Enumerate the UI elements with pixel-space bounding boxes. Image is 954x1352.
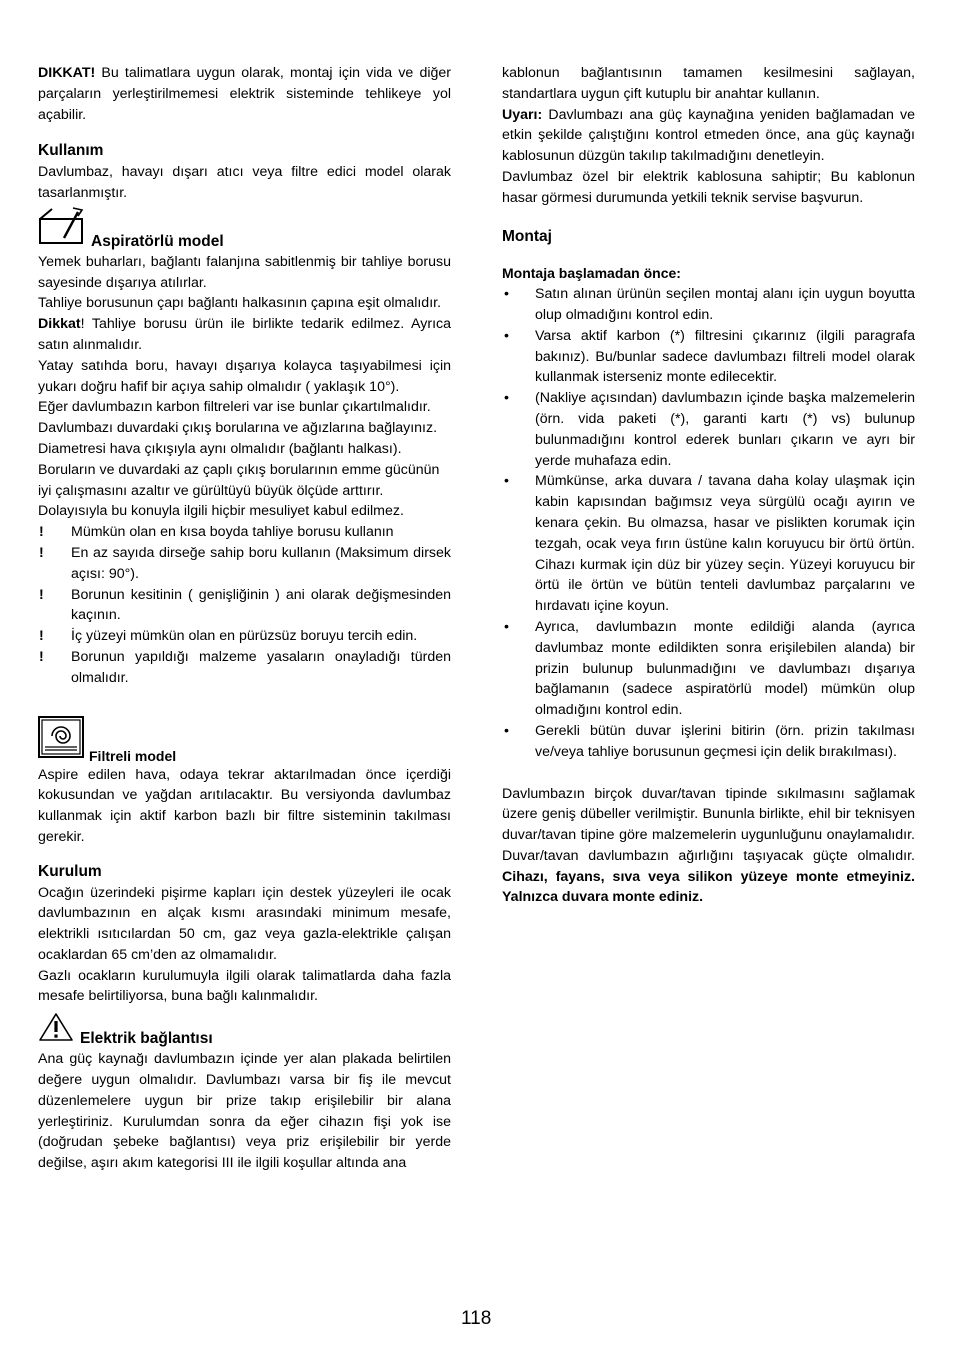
extraction-p5: Eğer davlumbazın karbon filtreleri var ise bunlar çıkartılmalıdır. bbox=[38, 399, 431, 416]
extraction-p3 bbox=[38, 314, 451, 356]
mounting-subheading: Montaja başlamadan önce: bbox=[502, 265, 681, 282]
extraction-p8: Dolayısıyla bu konuyla ilgili hiçbir mesuliyet kabul edilmez. bbox=[38, 503, 404, 520]
mounting-heading: Montaj bbox=[502, 227, 552, 245]
caution-text: Davlumbazı ana güç kaynağına yeniden bağlamadan ve etkin şekilde çalıştığını kontrol etmeden önce, ana güç kaynağı kablosunun düzgün takılıp takılmadığını denetleyin. bbox=[502, 106, 915, 165]
list-item: ! Borunun kesitinin ( genişliğinin ) ani olarak değişmesinden kaçının. bbox=[39, 586, 451, 624]
dowels-paragraph: Davlumbazın birçok duvar/tavan tipinde sıkılmasını sağlamak üzere geniş dübeller verilmiştir. Bununla birlikte, ehil bir teknisyen duvar/tavan tipine göre malzemelerin uygunluğunu onaylamalıdır. Duvar/tavan davlumbazın ağırlığını taşıyacak güçte olmalıdır. Cihazı, fayans, sıva veya silikon yüzeye monte etmeyiniz. Yalnızca duvara monte ediniz. bbox=[502, 785, 915, 906]
wall-mount-warning: Cihazı, fayans, sıva veya silikon yüzeye monte etmeyiniz. Yalnızca duvara monte ediniz. bbox=[502, 868, 915, 906]
list-item: ! İç yüzeyi mümkün olan en pürüzsüz boruyu tercih edin. bbox=[38, 626, 451, 647]
filter-heading-row bbox=[38, 723, 451, 765]
list-item: ! En az sayıda dirseğe sahip boru kullanın (Maksimum dirsek açısı: 90°). bbox=[39, 544, 451, 582]
mounting-checklist bbox=[502, 284, 915, 762]
bullet-icon: • bbox=[504, 390, 509, 407]
extraction-p1: Yemek buharları, bağlantı falanjına sabitlenmiş bir tahliye borusu sayesinde dışarıya atılırlar. bbox=[38, 253, 451, 291]
list-item: • Varsa aktif karbon (*) filtresini çıkarınız (ilgili paragrafa bakınız). Bu/bunlar sadece davlumbazı filtreli model olarak kullanmak isterseniz monte edilecektir. bbox=[504, 327, 915, 386]
list-item: • Mümkünse, arka duvara / tavana daha kolay ulaşmak için kabin kapısından bağımsız veya sürgülü ocağı ayırın ve kenara çekin. Bu olmazsa, hasar ve pislikten korumak için tezgah, ocak veya fırın üstüne kalın koruyucu bir örtü örtün. Cihazı kurmak için düz bir yüzey seçin. Yüzeyi koruyucu bir örtü ile örtün ve bütün tenteli davlumbaz parçalarını ve hırdavatı içine koyun. bbox=[504, 473, 915, 615]
exclamation-icon: ! bbox=[39, 524, 44, 541]
bullet-icon: • bbox=[504, 473, 509, 490]
list-item: ! Mümkün olan en kısa boyda tahliye borusu kullanın bbox=[38, 522, 451, 543]
cable-paragraph: Davlumbaz özel bir elektrik kablosuna sahiptir; Bu kablonun hasar görmesi durumunda yetkili teknik servise başvurun. bbox=[502, 168, 915, 206]
right-column bbox=[502, 63, 915, 908]
electrical-heading-row bbox=[38, 1019, 451, 1049]
exclamation-icon: ! bbox=[39, 544, 44, 561]
pipe-tips-list bbox=[38, 522, 451, 688]
extraction-heading-row bbox=[38, 214, 451, 252]
exclamation-icon: ! bbox=[39, 648, 44, 665]
extraction-p2: Tahliye borusunun çapı bağlantı halkasının çapına eşit olmalıdır. bbox=[38, 295, 442, 312]
extraction-heading: Aspiratörlü model bbox=[91, 232, 224, 250]
caution-paragraph bbox=[502, 105, 915, 167]
warning-paragraph bbox=[38, 63, 451, 125]
bullet-icon: • bbox=[504, 722, 509, 739]
attention-text: ! Tahliye borusu ürün ile birlikte tedarik edilmez. Ayrıca satın alınmalıdır. bbox=[38, 316, 451, 353]
bullet-icon: • bbox=[504, 618, 509, 635]
installation-p2: Gazlı ocakların kurulumuyla ilgili olarak talimatlarda daha fazla mesafe belirtiliyorsa, buna bağlı kalınmalıdır. bbox=[38, 967, 451, 1005]
bullet-icon: • bbox=[504, 286, 509, 303]
extraction-p4: Yatay satıhda boru, havayı dışarıya kolayca taşıyabilmesi için yukarı doğru hafif bir açıya sahip olmalıdır ( yaklaşık 10°). bbox=[38, 357, 451, 395]
electrical-text: Ana güç kaynağı davlumbazın içinde yer alan plakada belirtilen değere uygun olmalıdır. Davlumbazı varsa bir fiş ile mevcut düzenlemelere uygun bir prize takıp erişilebilir bir alana yerleştiriniz. Kurulumdan sonra da eğer cihazın fişi yok ise (doğrudan şebeke bağlantısı) veya priz erişilebilir bir yerde değilse, aşırı akım kategorisi III ile ilgili koşullar altında ana bbox=[38, 1051, 451, 1172]
list-item: • Gerekli bütün duvar işlerini bitirin (örn. prizin takılması ve/veya tahliye borusunun geçmesi için delik bırakılması). bbox=[504, 722, 915, 760]
attention-label: Dikkat bbox=[38, 316, 81, 333]
installation-heading: Kurulum bbox=[38, 862, 102, 880]
extraction-p6: Davlumbazı duvardaki çıkış borularına ve ağızlarına bağlayınız. Diametresi hava çıkışıyla aynı olmalıdır (bağlantı halkası). bbox=[38, 420, 438, 457]
extraction-p7: Boruların ve duvardaki az çaplı çıkış borularının emme gücünün iyi çalışmasını azaltır ve gürültüyü büyük ölçüde arttırır. bbox=[38, 461, 440, 499]
caution-label: Uyarı: bbox=[502, 106, 543, 123]
switch-paragraph: kablonun bağlantısının tamamen kesilmesini sağlayan, standartlara uygun çift kutuplu bir anahtar kullanın. bbox=[502, 65, 915, 102]
hood-filter-icon bbox=[38, 716, 84, 765]
list-item: • Satın alınan ürünün seçilen montaj alanı için uygun boyutta olup olmadığını kontrol edin. bbox=[504, 286, 915, 323]
page-number: 118 bbox=[461, 1308, 492, 1329]
usage-heading: Kullanım bbox=[38, 142, 104, 160]
bullet-icon: • bbox=[504, 327, 509, 344]
filter-text: Aspire edilen hava, odaya tekrar aktarılmadan önce içerdiği kokusundan ve yağdan arıtılacaktır. Bu versiyonda davlumbaz kullanmak için aktif karbon bazlı bir filtre sisteminin takılması gerekir. bbox=[38, 766, 451, 845]
exclamation-icon: ! bbox=[39, 628, 44, 645]
warning-text: Bu talimatlara uygun olarak, montaj için vida ve diğer parçaların yerleştirilmemesi elektrik sisteminde tehlikeye yol açabilir. bbox=[38, 65, 451, 123]
list-item: ! Borunun yapıldığı malzeme yasaların onayladığı türden olmalıdır. bbox=[39, 648, 451, 686]
usage-text: Davlumbaz, havayı dışarı atıcı veya filtre edici model olarak tasarlanmıştır. bbox=[38, 164, 451, 201]
electrical-heading: Elektrik bağlantısı bbox=[80, 1030, 213, 1048]
hood-outlet-icon bbox=[38, 207, 85, 252]
warning-label: DIKKAT! bbox=[38, 65, 96, 81]
list-item: • Ayrıca, davlumbazın monte edildiği alanda (ayrıca davlumbaz monte edildikten sonra erişilebilen alanda) bir prizin bulunup bulunmadığını ve davlumbazı dışarıya bağlamanın (sadece aspiratörlü model) mümkün olup olmadığını kontrol edin. bbox=[504, 618, 915, 719]
list-item: • (Nakliye açısından) davlumbazın içinde başka malzemelerin (örn. vida paketi (*), garanti kartı (*) vs) bulunup bulunmadığını kontrol ederek bunları çıkarın ve ayrı bir yerde muhafaza edin. bbox=[504, 390, 915, 469]
warning-triangle-icon bbox=[38, 1012, 74, 1049]
left-column bbox=[38, 63, 451, 1174]
filter-heading: Filtreli model bbox=[89, 747, 177, 764]
exclamation-icon: ! bbox=[39, 586, 44, 603]
installation-p1: Ocağın üzerindeki pişirme kapları için destek yüzeyleri ile ocak davlumbazının en alçak kısmı arasındaki minimum mesafe, elektrikli ısıtıcılardan 50 cm, gaz veya gazla-elektrikle çalışan ocaklardan 65 cm’den az olmamalıdır. bbox=[38, 884, 451, 963]
